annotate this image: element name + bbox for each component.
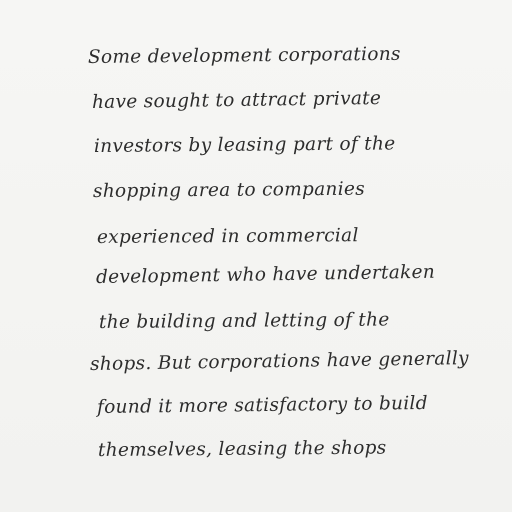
text-line: the building and letting of the (98, 309, 390, 333)
text-line: themselves, leasing the shops (97, 437, 387, 461)
text-line: shops. But corporations have generally (89, 348, 470, 375)
text-line: development who have undertaken (95, 261, 436, 288)
text-line: found it more satisfactory to build (96, 392, 428, 418)
text-line: shopping area to companies (92, 178, 366, 202)
text-line: have sought to attract private (91, 87, 382, 113)
text-line: investors by leasing part of the (93, 133, 396, 157)
text-line: experienced in commercial (96, 225, 359, 248)
text-line: Some development corporations (87, 43, 401, 68)
